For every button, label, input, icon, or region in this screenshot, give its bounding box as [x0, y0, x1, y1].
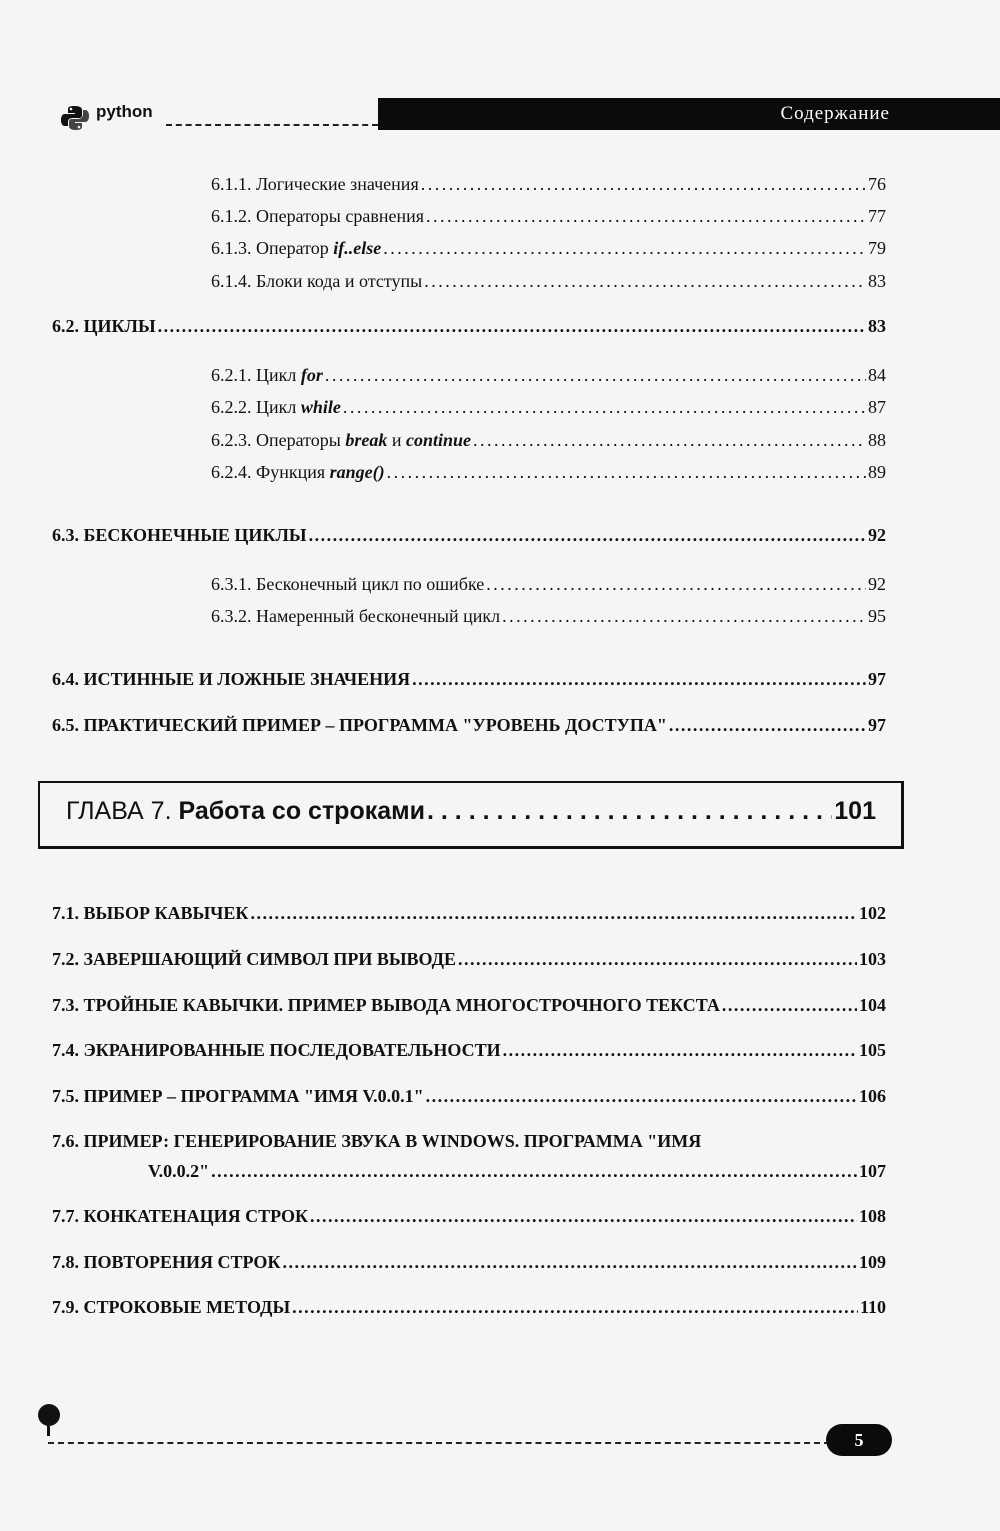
page-ref: 109: [859, 1252, 886, 1272]
page-ref: 104: [859, 995, 886, 1015]
page-ref: 89: [868, 462, 886, 482]
toc-entry-6-3-1[interactable]: 6.3.1. Бесконечный цикл по ошибке . . . 92: [211, 574, 886, 595]
toc-section-7-1[interactable]: 7.1. ВЫБОР КАВЫЧЕК . . . 102: [52, 903, 886, 924]
keyword: for: [300, 365, 323, 385]
toc-section-7-4[interactable]: 7.4. ЭКРАНИРОВАННЫЕ ПОСЛЕДОВАТЕЛЬНОСТИ . . . 105: [52, 1040, 886, 1061]
toc-entry-6-2-4[interactable]: 6.2.4. Функция range() . . . 89: [211, 462, 886, 483]
page-ref: 103: [859, 949, 886, 969]
page-ref: 95: [868, 606, 886, 626]
section-title-bar: [378, 98, 1000, 130]
keyword: if..else: [333, 238, 382, 258]
page-ref: 87: [868, 397, 886, 417]
page-ref: 76: [868, 174, 886, 194]
chapter-entry: [66, 797, 876, 826]
page-ref: 79: [868, 238, 886, 258]
toc-section-7-6[interactable]: V.0.0.2" . . . 107: [148, 1161, 886, 1182]
keyword: break: [345, 430, 388, 450]
chapter-label: ГЛАВА 7.: [66, 797, 179, 825]
python-logo-icon: [60, 104, 90, 132]
toc-entry-6-2-3[interactable]: 6.2.3. Операторы break и continue . . . 88: [211, 430, 886, 451]
page-ref: 77: [868, 206, 886, 226]
chapter-heading-box[interactable]: [38, 781, 904, 849]
toc-section-7-2[interactable]: 7.2. ЗАВЕРШАЮЩИЙ СИМВОЛ ПРИ ВЫВОДЕ . . . 103: [52, 949, 886, 970]
header-divider: [166, 124, 378, 126]
page-ref: 110: [859, 1297, 886, 1317]
page-ref: 105: [859, 1040, 886, 1060]
toc-entry-6-2-1[interactable]: 6.2.1. Цикл for . . . 84: [211, 365, 886, 386]
toc-section-7-3[interactable]: 7.3. ТРОЙНЫЕ КАВЫЧКИ. ПРИМЕР ВЫВОДА МНОГОСТРОЧНОГО ТЕКСТА . . . 104: [52, 995, 886, 1016]
page-ref: 108: [859, 1206, 886, 1226]
page-ref: 107: [859, 1161, 886, 1181]
page-number: 5: [854, 1430, 864, 1450]
page-number-badge: [826, 1424, 892, 1456]
page-ref: 83: [868, 271, 886, 291]
footer-bullet-stem: [47, 1424, 50, 1436]
toc-section-7-8[interactable]: 7.8. ПОВТОРЕНИЯ СТРОК . . . 109: [52, 1252, 886, 1273]
toc-entry-6-1-4[interactable]: 6.1.4. Блоки кода и отступы . . . 83: [211, 271, 886, 292]
page-header: [0, 96, 1000, 136]
toc-section-7-7[interactable]: 7.7. КОНКАТЕНАЦИЯ СТРОК . . . 108: [52, 1206, 886, 1227]
keyword: continue: [406, 430, 472, 450]
brand-label: python: [96, 102, 153, 121]
toc-entry-6-2-2[interactable]: 6.2.2. Цикл while . . . 87: [211, 397, 886, 418]
toc-section-6-4[interactable]: 6.4. ИСТИННЫЕ И ЛОЖНЫЕ ЗНАЧЕНИЯ . . . 97: [52, 669, 886, 690]
toc-section-6-5[interactable]: 6.5. ПРАКТИЧЕСКИЙ ПРИМЕР – ПРОГРАММА "УРОВЕНЬ ДОСТУПА" . . . 97: [52, 715, 886, 736]
page-ref: 92: [868, 574, 886, 594]
page-ref: 83: [868, 316, 886, 336]
chapter-title: Работа со строками: [178, 797, 426, 825]
toc-entry-6-1-2[interactable]: 6.1.2. Операторы сравнения . . . 77: [211, 206, 886, 227]
keyword: while: [300, 397, 341, 417]
page-ref: 102: [859, 903, 886, 923]
page-ref: 97: [868, 669, 886, 689]
page-ref: 97: [868, 715, 886, 735]
toc-section-7-6-line1[interactable]: 7.6. ПРИМЕР: ГЕНЕРИРОВАНИЕ ЗВУКА В WINDOWS. ПРОГРАММА "ИМЯ: [52, 1131, 702, 1151]
toc-section-6-3[interactable]: 6.3. БЕСКОНЕЧНЫЕ ЦИКЛЫ . . . 92: [52, 525, 886, 546]
toc-section-7-9[interactable]: 7.9. СТРОКОВЫЕ МЕТОДЫ . . . 110: [52, 1297, 886, 1318]
page-ref: 84: [868, 365, 886, 385]
toc-entry-6-3-2[interactable]: 6.3.2. Намеренный бесконечный цикл . . . 95: [211, 606, 886, 627]
footer-bullet-icon: [38, 1404, 60, 1426]
page-ref: 92: [868, 525, 886, 545]
keyword: range(): [329, 462, 385, 482]
chapter-page: 101: [834, 797, 876, 825]
toc-entry-6-1-3[interactable]: 6.1.3. Оператор if..else . . . 79: [211, 238, 886, 259]
toc-section-6-2[interactable]: 6.2. ЦИКЛЫ . . . 83: [52, 316, 886, 337]
footer-divider: [48, 1442, 830, 1444]
toc-entry-6-1-1[interactable]: 6.1.1. Логические значения . . . 76: [211, 174, 886, 195]
page-ref: 88: [868, 430, 886, 450]
toc-section-7-5[interactable]: 7.5. ПРИМЕР – ПРОГРАММА "ИМЯ V.0.0.1" . . . 106: [52, 1086, 886, 1107]
page-ref: 106: [859, 1086, 886, 1106]
section-title: Содержание: [780, 103, 890, 124]
